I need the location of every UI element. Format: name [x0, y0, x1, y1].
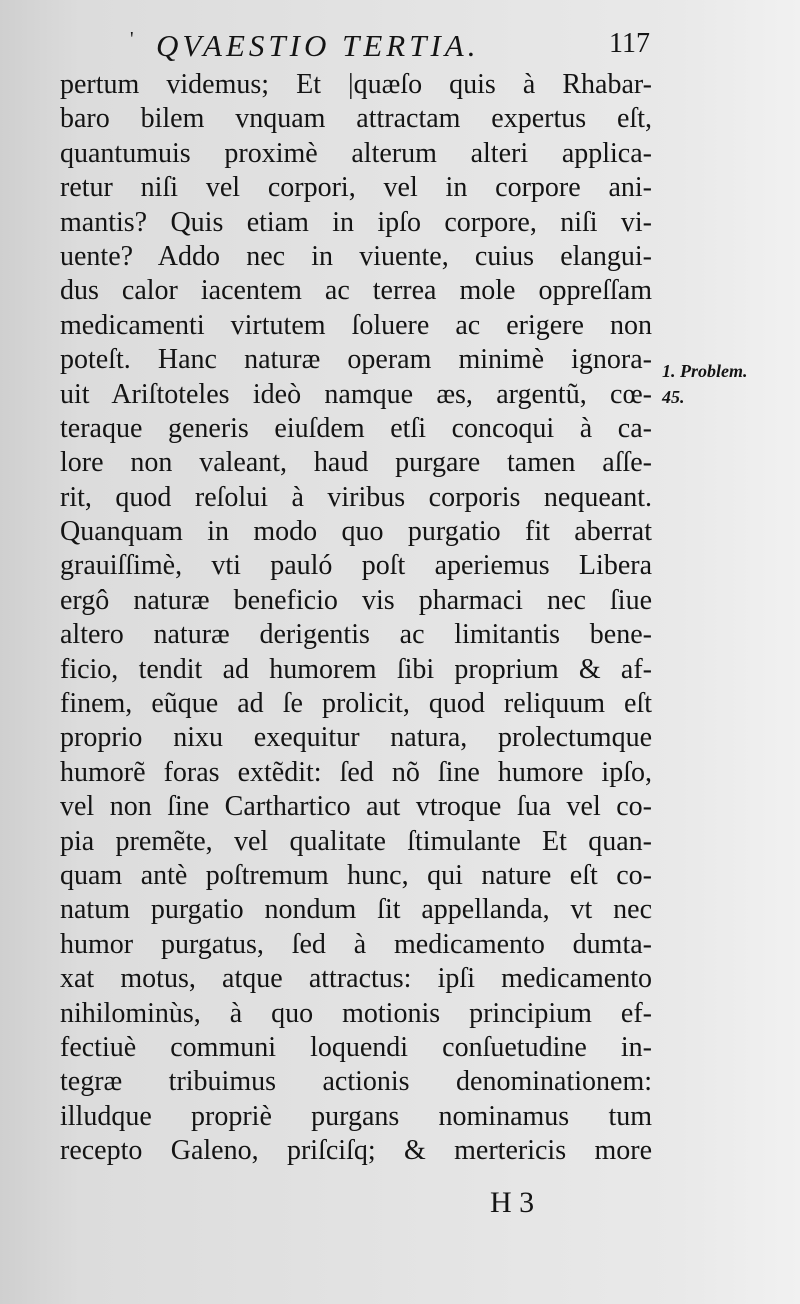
text-line: pertum videmus; Et |quæſo quis à Rhabar-	[60, 69, 652, 100]
page-header	[130, 28, 650, 68]
text-line: xat motus, atque attractus: ipſi medicamento	[60, 963, 652, 995]
text-line: quam antè poſtremum hunc, qui nature eſt co-	[60, 859, 652, 891]
body-text	[60, 68, 652, 1169]
text-line: ergô naturæ beneficio vis pharmaci nec ſiue	[60, 584, 652, 616]
text-line: fectiuè communi loquendi conſuetudine in-	[60, 1031, 652, 1063]
signature-mark: H 3	[490, 1186, 535, 1219]
header-mark: '	[130, 28, 134, 50]
text-line: dus calor iacentem ac terrea mole oppreſſam	[60, 275, 652, 307]
text-line: medicamenti virtutem ſoluere ac erigere non	[60, 309, 652, 341]
text-line: nihilominùs, à quo motionis principium ef-	[60, 997, 652, 1029]
text-line: uit Ariſtoteles ideò namque æs, argentũ, cœ-	[60, 378, 652, 410]
text-line: Quanquam in modo quo purgatio fit aberrat	[60, 516, 652, 548]
marginal-note-problem: 1. Problem.	[662, 361, 748, 381]
text-line: teraque generis eiuſdem etſi concoqui à ca-	[60, 412, 652, 444]
running-title: QVAESTIO TERTIA.	[156, 28, 480, 63]
text-line: tegræ tribuimus actionis denominationem:	[60, 1066, 652, 1098]
text-line: ficio, tendit ad humorem ſibi proprium & af-	[60, 653, 652, 685]
text-line: recepto Galeno, priſciſq; & mertericis more	[60, 1135, 652, 1167]
text-line: lore non valeant, haud purgare tamen aſſe-	[60, 447, 652, 479]
text-line: pia premẽte, vel qualitate ſtimulante Et quan-	[60, 825, 652, 857]
text-line: poteſt. Hanc naturæ operam minimè ignora-	[60, 344, 652, 376]
text-line: quantumuis proximè alterum alteri applica-	[60, 137, 652, 169]
text-line: grauiſſimè, vti pauló poſt aperiemus Libera	[60, 550, 652, 582]
text-line: uente? Addo nec in viuente, cuius elangui-	[60, 240, 652, 272]
text-line: proprio nixu exequitur natura, prolectumque	[60, 722, 652, 754]
text-line: vel non ſine Carthartico aut vtroque ſua vel co-	[60, 791, 652, 823]
marginal-note-number: 45.	[662, 387, 685, 407]
text-line: rit, quod reſolui à viribus corporis nequeant.	[60, 481, 652, 513]
text-line: humorẽ foras extẽdit: ſed nõ ſine humore ipſo,	[60, 756, 652, 788]
page-number: 117	[609, 28, 650, 59]
text-line: illudque propriè purgans nominamus tum	[60, 1100, 652, 1132]
text-line: mantis? Quis etiam in ipſo corpore, niſi vi-	[60, 206, 652, 238]
text-line: finem, eũque ad ſe prolicit, quod reliquum eſt	[60, 688, 652, 720]
text-line: altero naturæ derigentis ac limitantis bene-	[60, 619, 652, 651]
text-line: natum purgatio nondum ſit appellanda, vt nec	[60, 894, 652, 926]
text-line: retur niſi vel corpori, vel in corpore ani-	[60, 172, 652, 204]
text-line: humor purgatus, ſed à medicamento dumta-	[60, 928, 652, 960]
text-line: baro bilem vnquam attractam expertus eſt,	[60, 103, 652, 135]
